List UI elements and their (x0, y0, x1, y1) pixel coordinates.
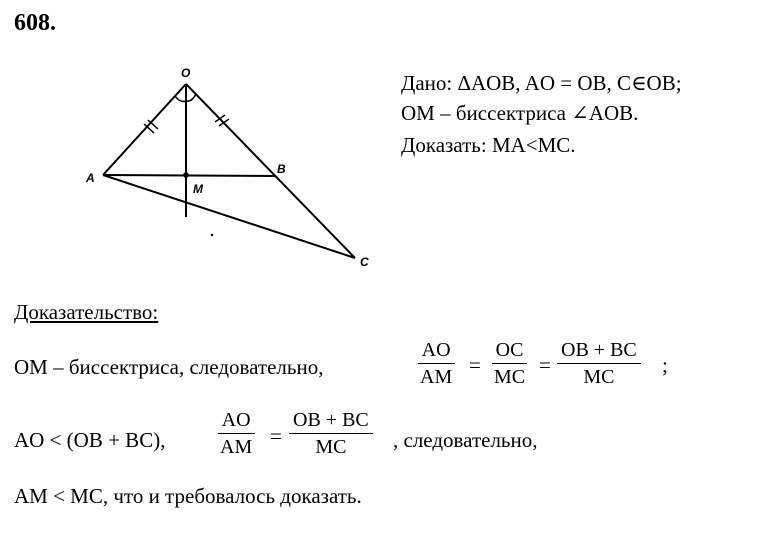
problem-number: 608. (14, 10, 56, 36)
side-ob-extended (186, 84, 355, 258)
fraction-numerator: OB + BC (289, 407, 373, 434)
geometry-diagram (70, 55, 390, 280)
fraction-numerator: OC (492, 337, 528, 364)
point-m (183, 172, 189, 178)
fraction-numerator: AO (418, 337, 455, 364)
fraction-numerator: OB + BC (557, 337, 641, 364)
fraction-numerator: AO (218, 407, 255, 434)
proof-line-2-text: AO < (OB + BC), (14, 428, 166, 452)
fraction-ao-am (416, 337, 456, 390)
label-c: C (360, 255, 369, 269)
label-b: B (277, 162, 286, 176)
fraction-denominator: MC (583, 366, 615, 388)
fraction-obbc-mc (557, 337, 641, 390)
stray-dot (211, 234, 213, 236)
proof-title: Доказательство: (14, 300, 159, 324)
side-oa (103, 84, 186, 175)
proof-conclusion: AM < MC, что и требовалось доказать. (14, 484, 362, 508)
angle-arc-right (186, 94, 196, 101)
fraction-ao-am-2 (216, 407, 256, 460)
proof-line-1-text: OM – биссектриса, следовательно, (14, 355, 324, 379)
fraction-obbc-mc-2 (289, 407, 373, 460)
fraction-oc-mc (490, 337, 529, 390)
given-line-3: Доказать: MA<MC. (401, 133, 576, 157)
equals-sign: = (469, 353, 481, 377)
fraction-denominator: AM (220, 436, 253, 458)
given-line-1: Дано: ΔAOB, AO = OB, C∈OB; (401, 71, 682, 95)
fraction-denominator: AM (420, 366, 453, 388)
label-o: O (181, 66, 191, 80)
semicolon: ; (662, 353, 668, 377)
label-m: M (193, 182, 203, 196)
segment-ab (103, 175, 276, 176)
given-line-2: OM – биссектриса ∠AOB. (401, 101, 639, 125)
equals-sign: = (539, 353, 551, 377)
equals-sign: = (270, 424, 282, 448)
proof-line-2-end: , следовательно, (393, 428, 538, 452)
segment-ac (103, 175, 355, 258)
fraction-denominator: MC (494, 366, 526, 388)
angle-arc-left (175, 96, 186, 101)
fraction-denominator: MC (315, 436, 347, 458)
label-a: A (86, 171, 95, 185)
